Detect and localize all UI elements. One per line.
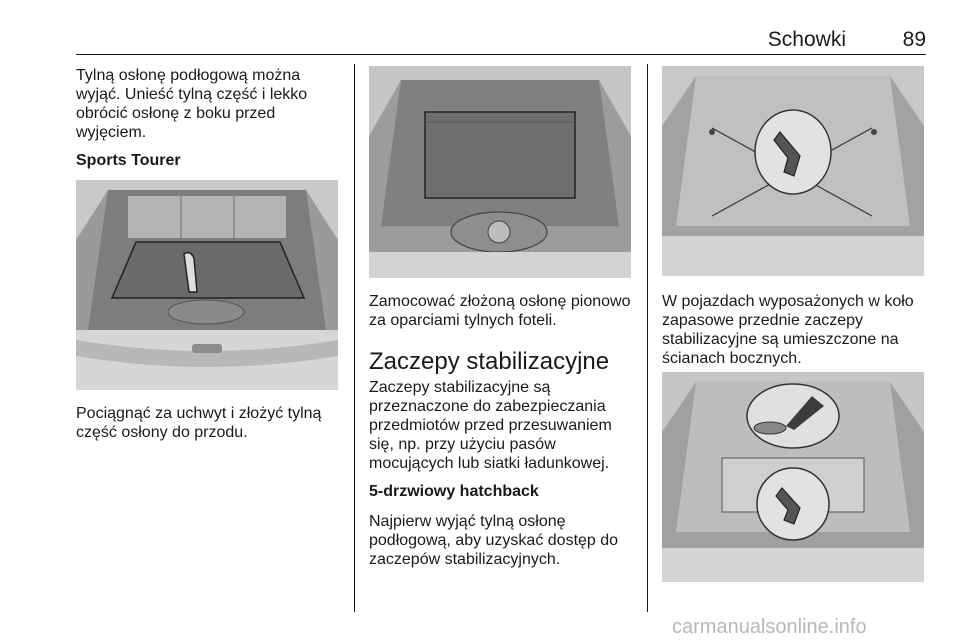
- page-number: 89: [902, 28, 926, 51]
- col1-paragraph-1: Tylną osłonę podłogową można wyjąć. Unieść tylną część i lekko obrócić osłonę z boku przed wyjęciem.: [76, 67, 308, 141]
- col2-subheading: 5-drzwiowy hatchback: [369, 483, 539, 500]
- col3-paragraph-1: W pojazdach wyposażonych w koło zapasowe przednie zaczepy stabilizacyjne są umieszczone na ścianach bocznych.: [662, 293, 914, 367]
- section-title: Schowki: [767, 28, 846, 51]
- col2-paragraph-2: Zaczepy stabilizacyjne są przeznaczone do zabezpieczania przedmiotów przed przesuwaniem się, np. przy użyciu pasów mocujących lub siatki ładunkowej.: [369, 379, 612, 472]
- col2-heading: Zaczepy stabilizacyjne: [369, 348, 610, 375]
- figure-side-wall-lashing-eyes: [662, 372, 924, 582]
- figure-lashing-eye-closeup: [662, 66, 924, 276]
- figure-folded-cover-vertical: [369, 66, 631, 278]
- column-divider-2: [647, 64, 648, 612]
- figure-sports-tourer-trunk: [76, 180, 338, 390]
- col2-paragraph-3: Najpierw wyjąć tylną osłonę podłogową, aby uzyskać dostęp do zaczepów stabilizacyjnych.: [369, 513, 619, 568]
- page-header: [76, 24, 926, 54]
- col1-subheading: Sports Tourer: [76, 152, 181, 169]
- col2-paragraph-1: Zamocować złożoną osłonę pionowo za oparciami tylnych foteli.: [369, 293, 631, 329]
- header-rule: [76, 54, 926, 55]
- col1-paragraph-2: Pociągnąć za uchwyt i złożyć tylną część osłony do przodu.: [76, 405, 322, 441]
- watermark: carmanualsonline.info: [672, 616, 867, 638]
- column-divider-1: [354, 64, 355, 612]
